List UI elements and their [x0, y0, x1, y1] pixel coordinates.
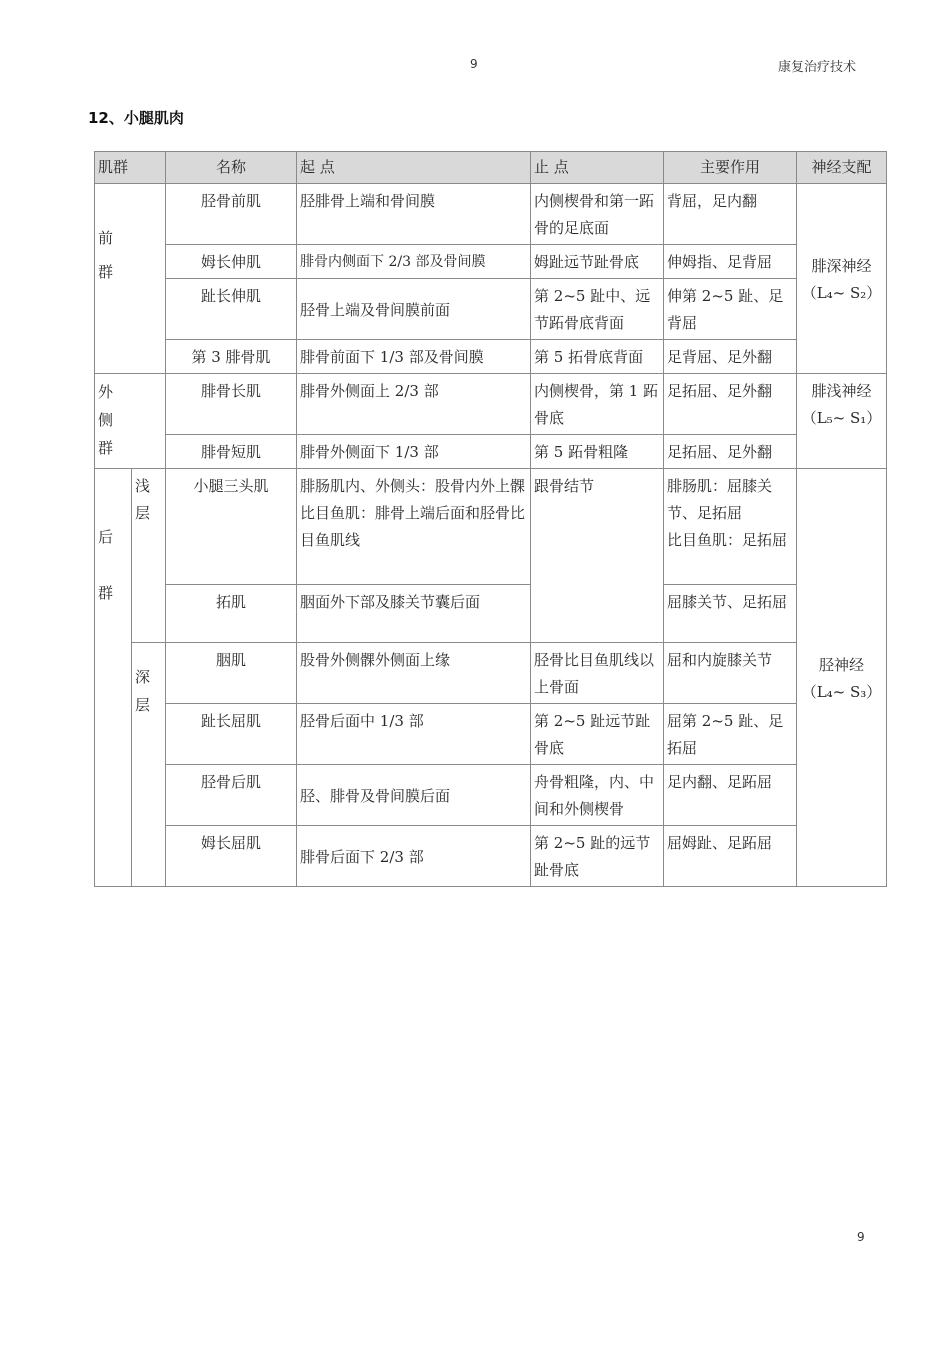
muscle-name: 胫骨后肌 [166, 765, 297, 826]
muscle-action: 足拓屈、足外翻 [664, 435, 797, 469]
muscle-insertion: 第 2~5 趾远节趾骨底 [531, 704, 664, 765]
muscle-name: 腓骨短肌 [166, 435, 297, 469]
muscle-name: 小腿三头肌 [166, 469, 297, 585]
table-row [95, 279, 887, 340]
muscle-origin: 腓骨内侧面下 2/3 部及骨间膜 [297, 245, 531, 279]
table-row [95, 704, 887, 765]
muscle-action: 腓肠肌：屈膝关节、足拓屈 比目鱼肌：足拓屈 [664, 469, 797, 585]
header-origin: 起 点 [297, 152, 531, 184]
muscle-action: 屈第 2~5 趾、足拓屈 [664, 704, 797, 765]
layer-deep: 深层 [132, 643, 166, 887]
muscle-insertion: 第 5 跖骨粗隆 [531, 435, 664, 469]
muscle-insertion: 第 2~5 趾中、远节跖骨底背面 [531, 279, 664, 340]
muscle-insertion: 第 5 拓骨底背面 [531, 340, 664, 374]
table-row [95, 826, 887, 887]
layer-superficial: 浅层 [132, 469, 166, 643]
muscle-name: 姆长伸肌 [166, 245, 297, 279]
table-row [95, 374, 887, 435]
muscle-origin: 胫、腓骨及骨间膜后面 [297, 765, 531, 826]
table-row [95, 435, 887, 469]
muscle-action: 屈和内旋膝关节 [664, 643, 797, 704]
group-anterior: 前群 [95, 184, 166, 374]
muscle-name: 姆长屈肌 [166, 826, 297, 887]
leg-muscles-table [94, 151, 887, 887]
section-title: 12、小腿肌肉 [88, 109, 184, 127]
muscle-origin: 股骨外侧髁外侧面上缘 [297, 643, 531, 704]
table-row [95, 245, 887, 279]
muscle-name: 胭肌 [166, 643, 297, 704]
muscle-origin: 腓肠肌内、外侧头：股骨内外上髁 比目鱼肌：腓骨上端后面和胫骨比目鱼肌线 [297, 469, 531, 585]
header-group: 肌群 [95, 152, 166, 184]
muscle-origin: 胫腓骨上端和骨间膜 [297, 184, 531, 245]
group-lateral: 外侧群 [95, 374, 166, 469]
muscle-origin: 腓骨外侧面下 1/3 部 [297, 435, 531, 469]
muscle-action: 足背屈、足外翻 [664, 340, 797, 374]
muscle-insertion: 内侧楔骨和第一跖骨的足底面 [531, 184, 664, 245]
muscle-origin: 胫骨后面中 1/3 部 [297, 704, 531, 765]
muscle-origin: 胫骨上端及骨间膜前面 [297, 279, 531, 340]
header-action: 主要作用 [664, 152, 797, 184]
muscle-action: 背屈，足内翻 [664, 184, 797, 245]
muscle-action: 伸姆指、足背屈 [664, 245, 797, 279]
table-header-row [95, 152, 887, 184]
muscle-insertion: 内侧楔骨，第 1 跖骨底 [531, 374, 664, 435]
footer-page-number: 9 [857, 1230, 865, 1244]
muscle-name: 胫骨前肌 [166, 184, 297, 245]
header-page-number: 9 [470, 57, 478, 71]
muscle-insertion: 胫骨比目鱼肌线以上骨面 [531, 643, 664, 704]
muscle-action: 足拓屈、足外翻 [664, 374, 797, 435]
muscle-origin: 腓骨外侧面上 2/3 部 [297, 374, 531, 435]
header-insertion: 止 点 [531, 152, 664, 184]
header-nerve: 神经支配 [797, 152, 887, 184]
muscle-name: 趾长伸肌 [166, 279, 297, 340]
nerve-superficial-peroneal: 腓浅神经 （L₅~ S₁） [797, 374, 887, 469]
table-row [95, 765, 887, 826]
muscle-origin: 胭面外下部及膝关节囊后面 [297, 585, 531, 643]
table-row [95, 585, 887, 643]
muscle-name: 拓肌 [166, 585, 297, 643]
muscle-action: 足内翻、足跖屈 [664, 765, 797, 826]
muscle-name: 趾长屈肌 [166, 704, 297, 765]
muscle-action: 伸第 2~5 趾、足背屈 [664, 279, 797, 340]
table-row [95, 469, 887, 585]
muscle-action: 屈姆趾、足跖屈 [664, 826, 797, 887]
muscle-action: 屈膝关节、足拓屈 [664, 585, 797, 643]
muscle-insertion: 跟骨结节 [531, 469, 664, 643]
table-row [95, 184, 887, 245]
nerve-tibial: 胫神经 （L₄~ S₃） [797, 469, 887, 887]
table-row [95, 643, 887, 704]
group-posterior: 后群 [95, 469, 132, 887]
muscle-insertion: 姆趾远节趾骨底 [531, 245, 664, 279]
nerve-deep-peroneal: 腓深神经 （L₄~ S₂） [797, 184, 887, 374]
muscle-origin: 腓骨后面下 2/3 部 [297, 826, 531, 887]
muscle-insertion: 舟骨粗隆，内、中间和外侧楔骨 [531, 765, 664, 826]
muscle-insertion: 第 2~5 趾的远节趾骨底 [531, 826, 664, 887]
header-book-title: 康复治疗技术 [778, 60, 857, 75]
muscle-name: 腓骨长肌 [166, 374, 297, 435]
header-name: 名称 [166, 152, 297, 184]
table-row [95, 340, 887, 374]
muscle-name: 第 3 腓骨肌 [166, 340, 297, 374]
muscle-origin: 腓骨前面下 1/3 部及骨间膜 [297, 340, 531, 374]
